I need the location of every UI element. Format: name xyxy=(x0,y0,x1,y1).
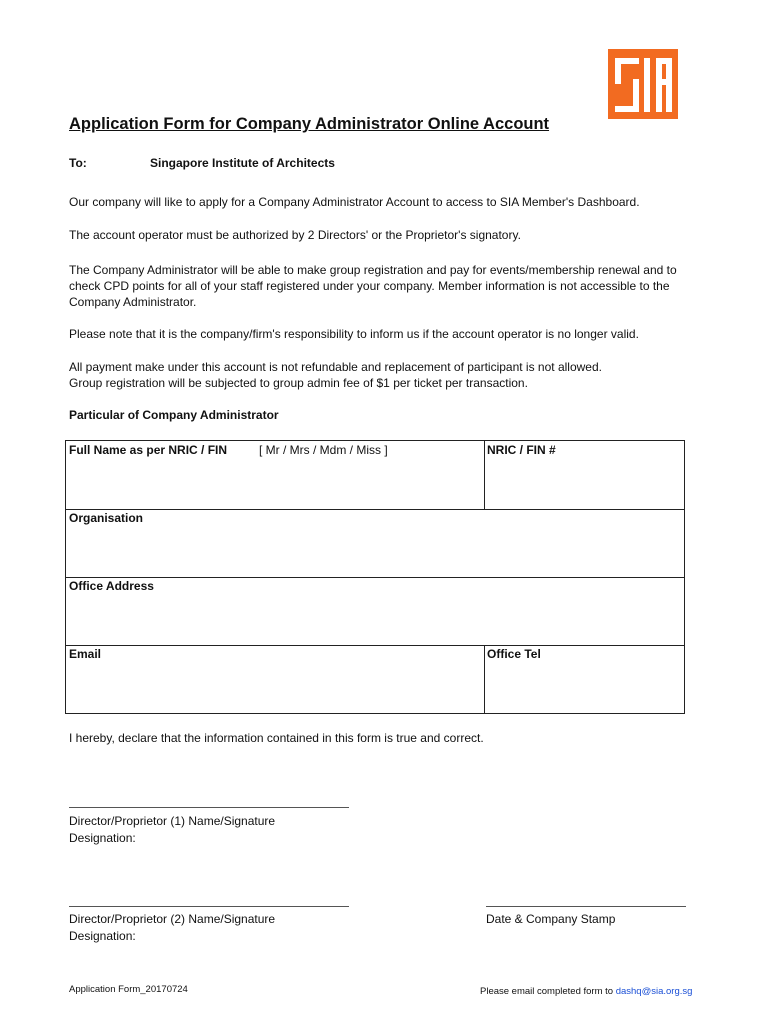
director-2-signature-label: Director/Proprietor (2) Name/Signature xyxy=(69,912,276,926)
sia-logo-mark xyxy=(608,49,678,119)
table-column-divider xyxy=(484,645,485,713)
responsibility-paragraph: Please note that it is the company/firm's responsibility to inform us if the account operator is no longer valid. xyxy=(69,327,639,341)
declaration-text: I hereby, declare that the information contained in this form is true and correct. xyxy=(69,731,484,745)
email-field[interactable]: Email xyxy=(69,647,102,661)
director-2-designation-label: Designation: xyxy=(69,929,136,943)
nric-field[interactable]: NRIC / FIN # xyxy=(487,443,556,457)
refund-paragraph: All payment make under this account is not refundable and replacement of participant is not allowed. xyxy=(69,360,602,374)
signature-line-2[interactable] xyxy=(69,906,349,907)
email-link[interactable]: dashq@sia.org.sg xyxy=(615,986,693,997)
director-1-signature-label: Director/Proprietor (1) Name/Signature xyxy=(69,814,276,828)
organisation-field[interactable]: Organisation xyxy=(69,511,144,525)
table-divider xyxy=(66,645,684,646)
email-prompt: Please email completed form to xyxy=(480,986,614,997)
to-recipient: Singapore Institute of Architects xyxy=(150,156,335,170)
full-name-field[interactable]: Full Name as per NRIC / FIN xyxy=(69,443,228,457)
table-divider xyxy=(66,577,684,578)
date-stamp-label: Date & Company Stamp xyxy=(486,912,616,926)
section-title: Particular of Company Administrator xyxy=(69,408,279,422)
sia-logo xyxy=(608,49,678,119)
form-version: Application Form_20170724 xyxy=(69,984,188,995)
signature-line-1[interactable] xyxy=(69,807,349,808)
footer-instructions xyxy=(480,986,692,997)
intro-paragraph: Our company will like to apply for a Company Administrator Account to access to SIA Member's Dashboard. xyxy=(69,195,640,209)
salutation-options[interactable]: [ Mr / Mrs / Mdm / Miss ] xyxy=(259,443,388,457)
form-title: Application Form for Company Administrator Online Account xyxy=(69,115,550,133)
stamp-line[interactable] xyxy=(486,906,686,907)
table-column-divider xyxy=(484,441,485,509)
fee-paragraph: Group registration will be subjected to group admin fee of $1 per ticket per transaction. xyxy=(69,376,528,390)
office-address-field[interactable]: Office Address xyxy=(69,579,154,593)
table-divider xyxy=(66,509,684,510)
authorization-paragraph: The account operator must be authorized by 2 Directors' or the Proprietor's signatory. xyxy=(69,228,521,242)
to-label: To: xyxy=(69,156,87,170)
office-tel-field[interactable]: Office Tel xyxy=(487,647,541,661)
administrator-details-table xyxy=(65,440,685,714)
capabilities-paragraph: The Company Administrator will be able to make group registration and pay for events/membership renewal and to check CPD points for all of your staff registered under your company. Member information is not accessible to the Company Administrator. xyxy=(69,263,677,309)
director-1-designation-label: Designation: xyxy=(69,831,136,845)
